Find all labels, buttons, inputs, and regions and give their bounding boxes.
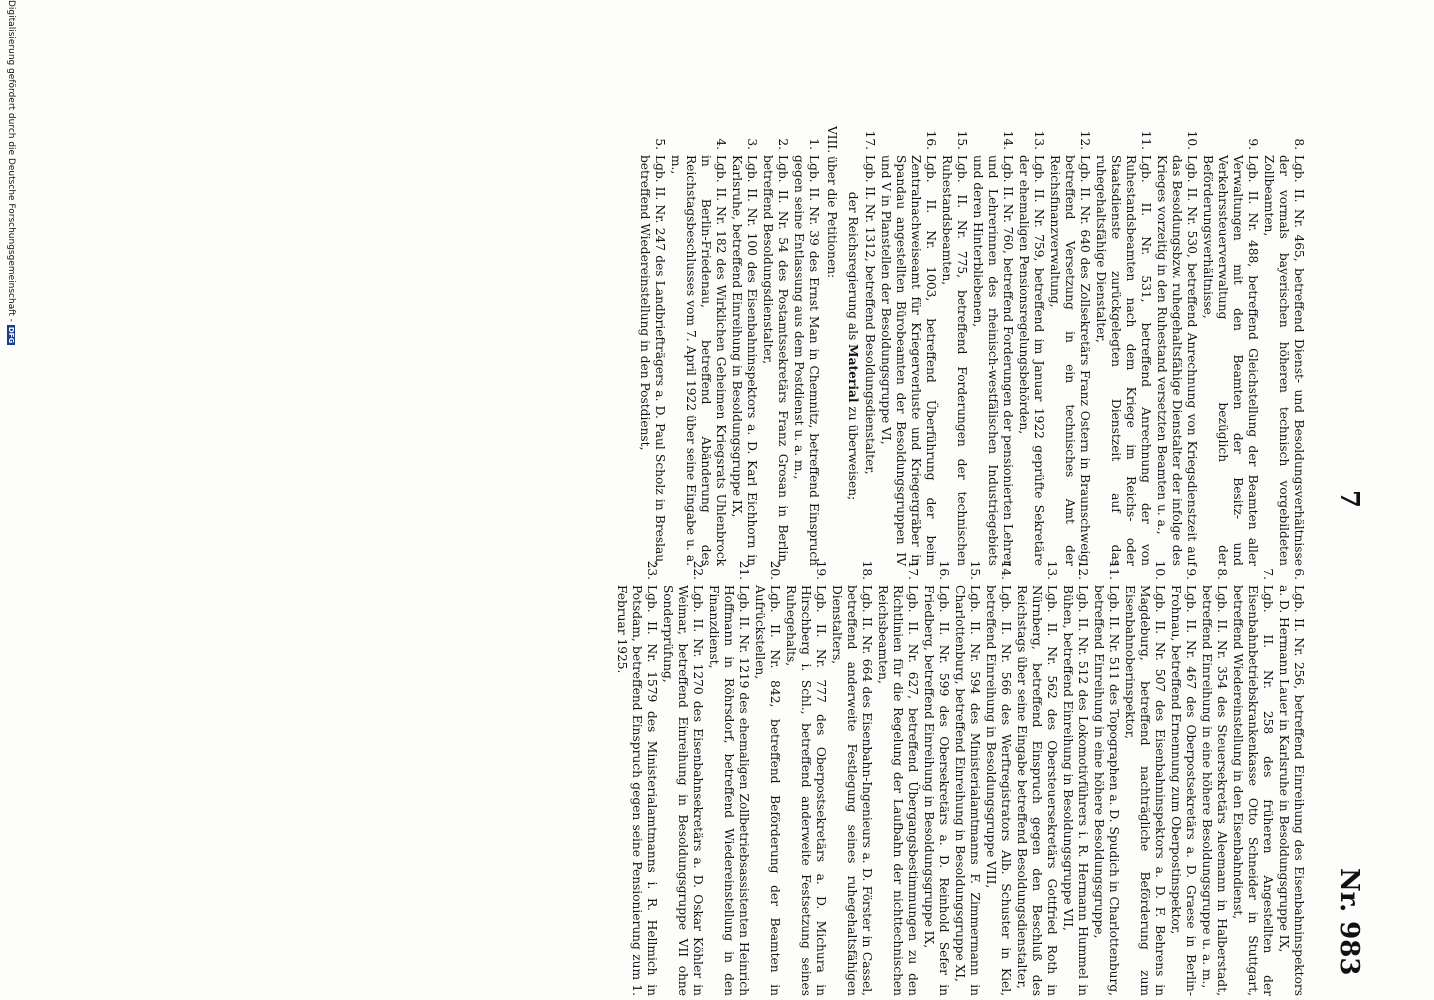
item-text: Lgb. II. Nr. 100 des Eisenbahninspektors a. D. Karl Eichhorn in Karlsruhe, betreffend Einreihung in Besoldungsgruppe IX, [730,155,759,566]
item-text: Lgb. II. Nr. 664 des Eisenbahn-Ingenieurs a. D. Förster in Cassel, betreffend anderweite Festlegung seines ruhegehaltsfähigen Dienstalters, [830,585,874,996]
item-number: 13. [1045,560,1059,580]
item-text: Lgb. II. Nr. 1312, betreffend Besoldungsdienstalter, [863,155,877,475]
item-number: 12. [1078,130,1092,150]
list-item [970,126,1015,566]
list-item [668,126,728,566]
item-number: 6. [1292,568,1306,580]
item-number: 10. [1185,130,1199,150]
section-heading [824,126,839,566]
item-text: Lgb. II. Nr. 562 des Obersteuersekretärs Gottfried Roth in Nürnberg, betreffend Einspruch gegen den Beschluß des Reichstags über seine Eingabe betreffend Besoldungsdienstalter, [1015,585,1059,996]
item-text: Lgb. II. Nr. 465, betreffend Dienst- und Besoldungsverhältnisse der vormals bayerischen höheren technisch vorgebildeten Zollbeamten, [1262,155,1306,566]
item-number: 18. [860,560,874,580]
item-text: Lgb. II. Nr. 39 des Ernst Man in Chemnitz, betreffend Einspruch gegen seine Entlassung aus dem Postdienst u. a. m., [792,155,821,566]
item-number: 2. [776,138,790,150]
item-number: 16. [937,560,951,580]
item-text: Lgb. II. Nr. 488, betreffend Gleichstellung der Beamten aller Verwaltungen mit den Beamten der Besitz- und Verkehrssteuerverwaltung bezüglich der Beförderungsverhältnisse, [1201,155,1260,566]
list-item [752,556,782,996]
list-item [1014,556,1059,996]
list-item [1261,126,1306,566]
section-title: über die Petitionen: [825,156,839,279]
item-text: Lgb. II. Nr. 1579 des Ministerialamtmanns i. R. Hellmich in Potsdam, betreffend Einspruch gegen seine Pensionierung zum 1. Februar 1925. [615,585,659,996]
item-number: 9. [1246,138,1260,150]
item-number: 7. [1261,568,1275,580]
item-text: Lgb. II. Nr. 1219 des ehemaligen Zollbetriebsassistenten Heinrich Hoffmann in Röhrsdorf, betreffend Wiedereinstellung in den Finanzdienst, [707,585,751,996]
item-text: Lgb. II. Nr. 759, betreffend im Januar 1922 geprüfte Sekretäre der ehemaligen Pensionsregelungsbehörden, [1017,155,1046,566]
item-text: Lgb. II. Nr. 354 des Steuersekretärs Aleemann in Halberstadt, betreffend Einreihung in eine höhere Besoldungsgruppe u. a. m., [1200,585,1229,996]
item-text: Lgb. II. Nr. 258 des früheren Angestellten der Eisenbahnbetriebskrankenkasse Otto Schneider in Stuttgart, betreffend Wiedereinstellung in den Eisenbahndienst, [1231,585,1275,996]
list-item [1276,556,1306,996]
list-item [783,556,828,996]
list-item [1122,556,1167,996]
list-item [660,556,705,996]
digitization-footer [6,0,16,1000]
item-text: Lgb. II. Nr. 512 des Lokomotivführers i. R. Hermann Hummel in Bühen, betreffend Einreihung in Besoldungsgruppe VII, [1061,585,1090,996]
item-text: Lgb. II. Nr. 640 des Zollsekretärs Franz Ostern in Braunschweig, betreffend Versetzung in ein technisches Amt der Reichsfinanzverwaltung, [1048,155,1092,566]
item-number: 23. [645,560,659,580]
item-text: Lgb. II. Nr. 627, betreffend Übergangsbestimmungen zu den Richtlinien für die Regelung der Laufbahn der nichttechnischen Reichsbeamten, [876,585,920,996]
conclusion-prefix: der Reichsregierung als [846,191,860,341]
item-text: Lgb. II. Nr. 256, betreffend Einreihung des Eisenbahninspektors a. D. Hermann Lauer in Karlsruhe in Besoldungsgruppe IX, [1277,585,1306,996]
item-number: 17. [906,560,920,580]
list-item [637,126,667,566]
item-number: 8. [1292,138,1306,150]
left-column [636,126,1306,566]
list-item [1200,126,1260,566]
item-text: Lgb. II. Nr. 511 des Topographen a. D. Spudich in Charlottenburg, betreffend Einreihung in eine höhere Besoldungsgruppe, [1092,585,1121,996]
item-number: 3. [745,138,759,150]
item-text: Lgb. II. Nr. 775, betreffend Forderungen der technischen Ruhestandsbeamten, [940,155,969,566]
material-conclusion [845,126,860,566]
list-item [614,556,659,996]
item-text: Lgb. II. Nr. 566 des Werftregistrators Alb. Schuster in Kiel, betreffend Einreihung in Besoldungsgruppe VIII, [984,585,1013,996]
item-number: 21. [737,560,751,580]
item-text: Lgb. II. Nr. 530, betreffend Anrechnung von Kriegsdienstzeit auf das Besoldungsbzw. ruhegehaltsfähige Dienstalter der infolge des Krieges vorzeitig in den Ruhestand versetzten Beamten u. a., [1155,155,1199,566]
item-number: 9. [1184,568,1198,580]
list-item [862,126,877,566]
item-text: Lgb. II. Nr. 1270 des Eisenbahnsekretärs a. D. Oskar Köhler in Weimar, betreffend Einreihung in Besoldungsgruppe VII ohne Sonderprüfung, [661,585,705,996]
list-item [1168,556,1198,996]
list-item [875,556,920,996]
conclusion-suffix: zu überweisen; [846,406,860,501]
petition-list [637,126,821,566]
item-text: Lgb. II. Nr. 777 des Oberpostsekretärs a. D. Michura in Hirschberg i. Schl., betreffend anderweite Festsetzung seines Ruhegehalts, [784,585,828,996]
item-text: Lgb. II. Nr. 594 des Ministerialamtmanns F. Zimmermann in Charlottenburg, betreffend Einreihung in Besoldungsgruppe XI, [953,585,982,996]
right-item-list [614,556,1306,996]
list-item [1016,126,1046,566]
list-item [1230,556,1275,996]
footer-text: Digitalisierung gefördert durch die Deutsche Forschungsgemeinschaft - [6,0,16,322]
list-item [983,556,1013,996]
item-number: 16. [924,130,938,150]
list-item [1154,126,1199,566]
item-number: 14. [1001,130,1015,150]
page-number: 7 [1334,490,1364,509]
item-text: Lgb. II. Nr. 467 des Oberpostsekretärs a. D. Graese in Berlin-Frohnau, betreffend Ernennung zum Oberpostinspektor, [1169,585,1198,996]
list-item [706,556,751,996]
list-item [829,556,874,996]
item-number: 15. [955,130,969,150]
item-text: Lgb. II. Nr. 54 des Postamtssekretärs Franz Grosan in Berlin, betreffend Besoldungsdienstalter, [761,155,790,566]
list-item [1091,556,1121,996]
list-item [791,126,821,566]
list-item [1199,556,1229,996]
item-text: Lgb. II. Nr. 842, betreffend Beförderung der Beamten in Aufrückstellen, [753,585,782,996]
item-number: 13. [1032,130,1046,150]
item-number: 19. [814,560,828,580]
item-text: Lgb. II. Nr. 599 des Obersekretärs a. D. Reinhold Sefer in Friedberg, betreffend Einreihung in Besoldungsgruppe IX, [922,585,951,996]
left-item-list [862,126,1306,566]
item-text: Lgb. II. Nr. 507 des Eisenbahninspektors a. D. F. Behrens in Magdeburg, betreffend nachträgliche Beförderung zum Eisenbahnoberinspektor, [1123,585,1167,996]
list-item [939,126,969,566]
list-item [1093,126,1153,566]
list-item [729,126,759,566]
item-text: Lgb. II. Nr. 247 des Landbriefträgers a. D. Paul Scholz in Breslau, betreffend Wiedereinstellung in den Postdienst, [638,155,667,566]
document-number: Nr. 983 [1334,868,1364,976]
item-text: Lgb. II. Nr. 760, betreffend Forderungen der pensionierten Lehrer und Lehrerinnen des rheinisch-westfälischen Industriegebiets und deren Hinterbliebenen, [971,155,1015,567]
item-number: 8. [1215,568,1229,580]
right-column [613,556,1306,996]
item-number: 14. [999,560,1013,580]
list-item [878,126,938,566]
item-number: 1. [807,138,821,150]
item-number: 17. [863,130,877,150]
section-number: VIII. [825,126,839,154]
item-number: 4. [714,138,728,150]
item-number: 22. [691,560,705,580]
item-text: Lgb. II. Nr. 182 des Wirklichen Geheimen Kriegsrats Uhlenbrock in Berlin-Friedenau, betreffend Abänderung des Reichstagsbeschlusses vom 7. April 1922 über seine Eingabe u. a. m., [669,155,728,566]
list-item [1060,556,1090,996]
dfg-logo: DFG [7,326,15,344]
item-text: Lgb. II. Nr. 531, betreffend Anrechnung der von Ruhestandsbeamten nach dem Kriege im Reichs- oder Staatsdienste zurückgelegten Dienstzeit auf das ruhegehaltsfähige Dienstalter, [1094,155,1153,566]
item-number: 20. [768,560,782,580]
item-text: Lgb. II. Nr. 1003, betreffend Überführung der beim Zentralnachweiseamt für Kriegerverluste und Kriegergräber in Spandau angestellten Bürobeamten der Besoldungsgruppen IV und V in Planstellen der Besoldungsgruppe VI, [879,155,938,566]
list-item [760,126,790,566]
item-number: 10. [1153,560,1167,580]
item-number: 11. [1139,130,1153,150]
list-item [1047,126,1092,566]
conclusion-material: Material [846,344,860,403]
item-number: 11. [1107,560,1121,580]
item-number: 15. [968,560,982,580]
item-number: 5. [653,138,667,150]
item-number: 12. [1076,560,1090,580]
list-item [921,556,951,996]
list-item [952,556,982,996]
